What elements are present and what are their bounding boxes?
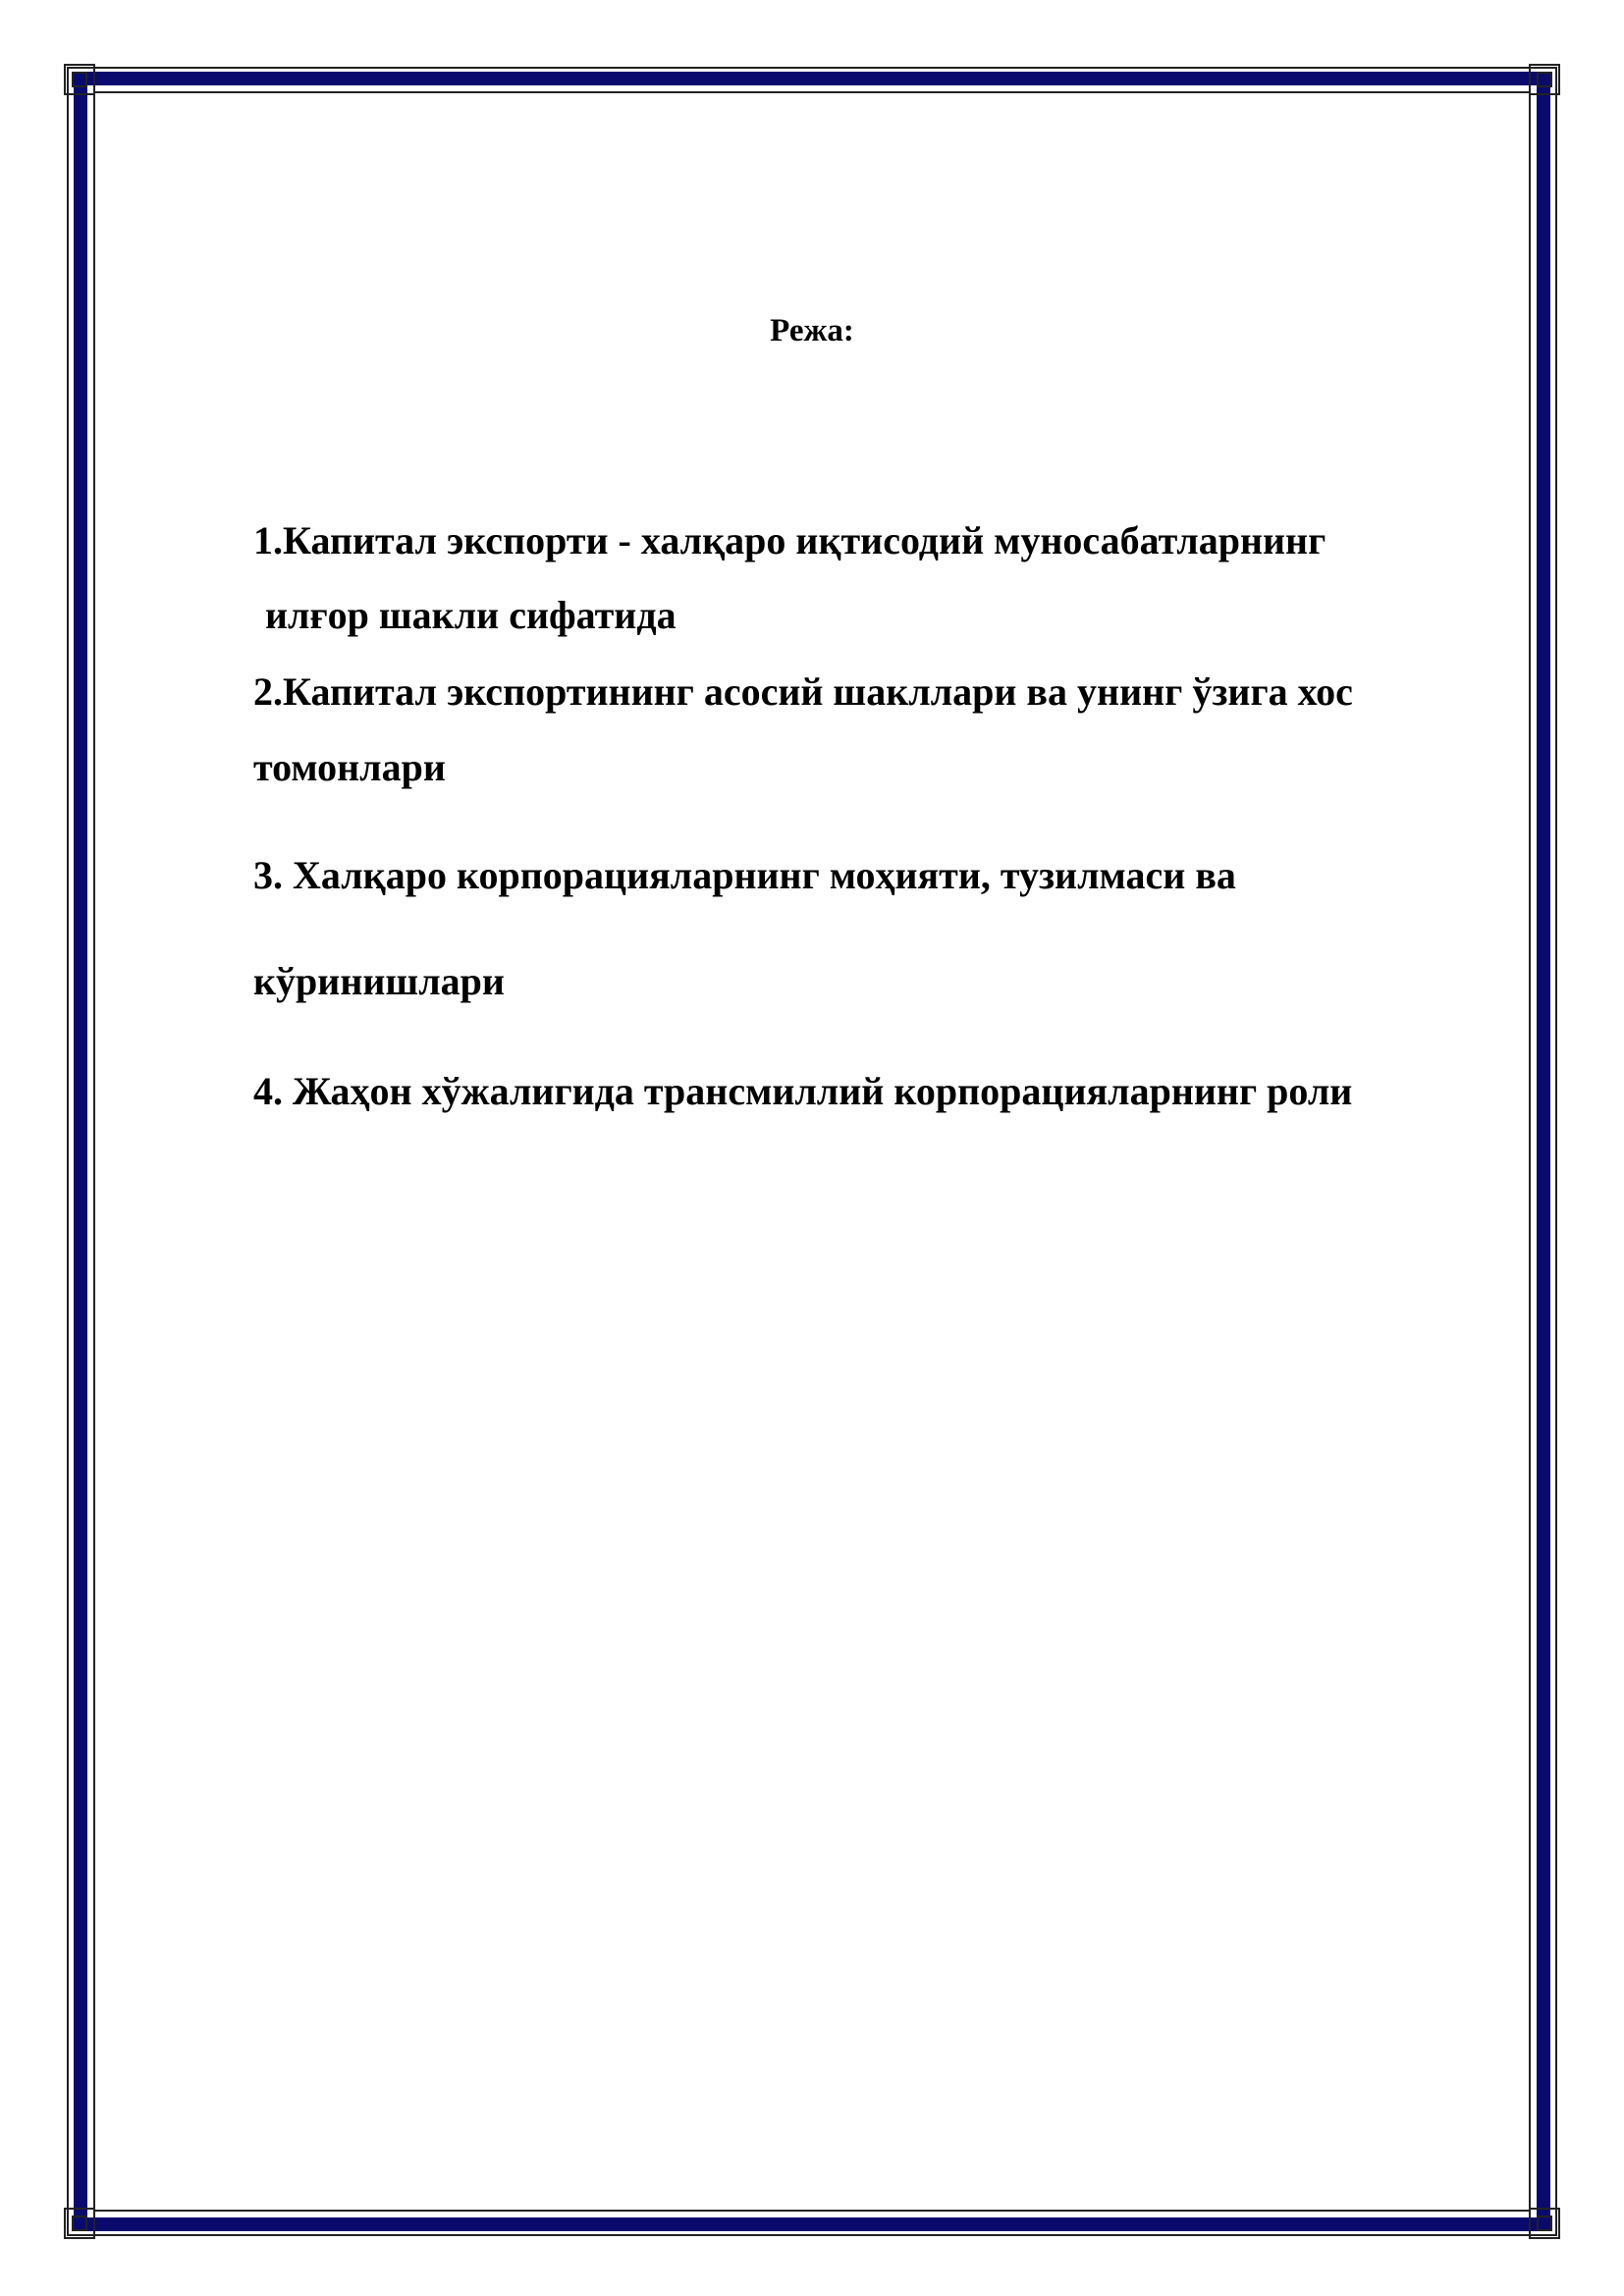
plan-item-4-line-1: 4. Жаҳон хўжалигида трансмиллий корпорацияларнинг роли: [253, 1069, 1353, 1113]
plan-item-3-line-1: 3. Халқаро корпорацияларнинг моҳияти, тузилмаси ва: [253, 853, 1236, 897]
plan-item-3-line-2: кўринишлари: [253, 959, 505, 1003]
plan-item-2-line-1: 2.Капитал экспортининг асосий шакллари ва унинг ўзига хос: [253, 669, 1353, 714]
plan-item-1-line-1: 1.Капитал экспорти - халқаро иқтисодий муносабатларнинг: [253, 518, 1326, 562]
plan-item-1-line-2: илғор шакли сифатида: [265, 593, 677, 637]
plan-heading: Режа:: [770, 313, 854, 348]
plan-item-2-line-2: томонлари: [253, 745, 446, 789]
